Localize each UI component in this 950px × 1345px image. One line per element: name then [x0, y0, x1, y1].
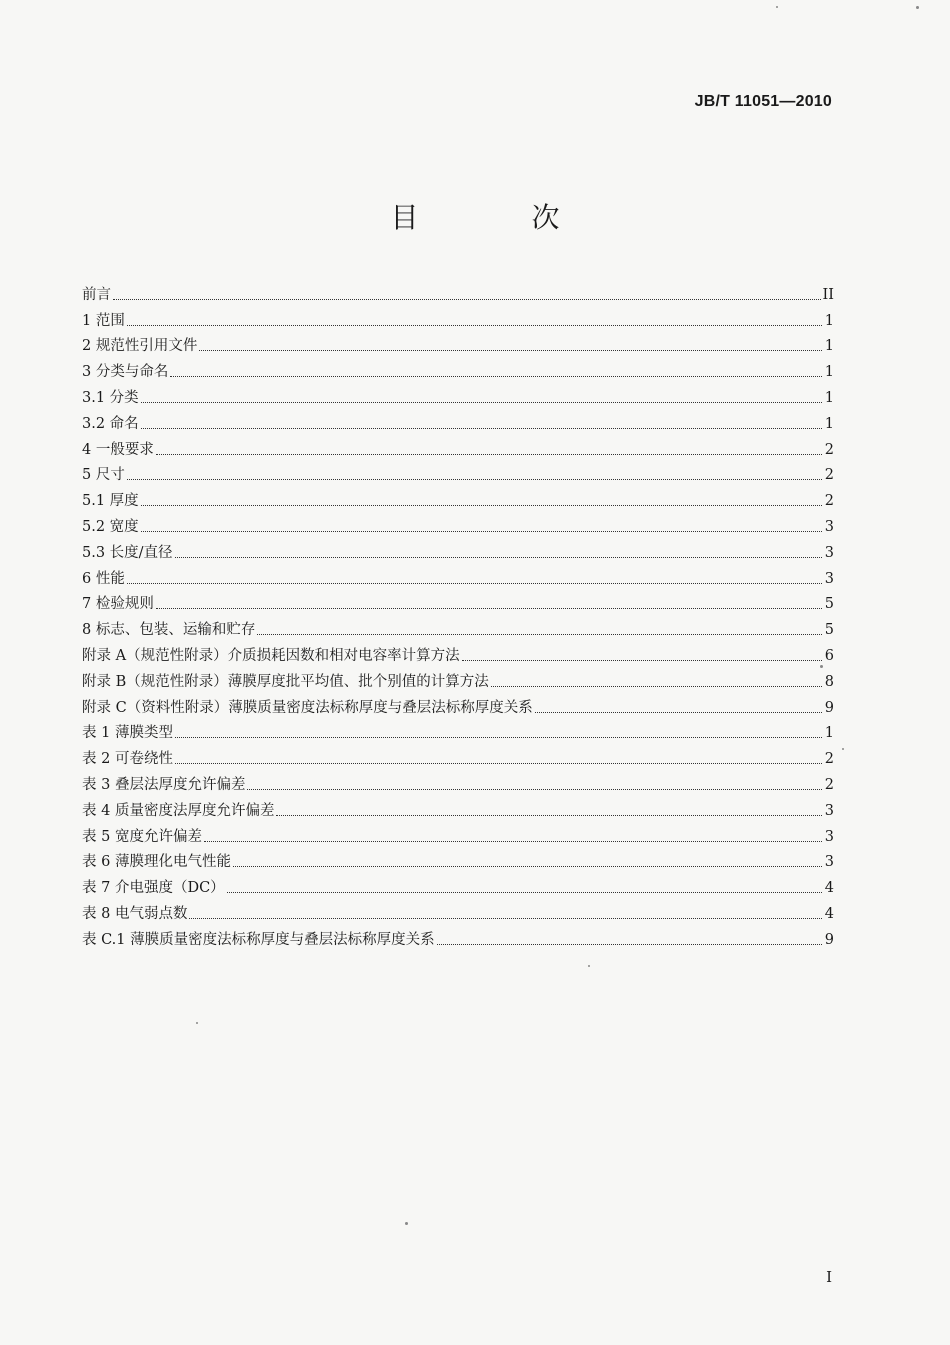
toc-leader — [199, 350, 822, 351]
toc-entry-page: 9 — [824, 699, 834, 716]
toc-entry-label: 附录 C（资料性附录）薄膜质量密度法标称厚度与叠层法标称厚度关系 — [82, 699, 533, 716]
toc-entry-label: 表 2 可卷绕性 — [82, 751, 173, 768]
toc-entry-5-3[interactable] — [82, 536, 834, 562]
scan-speck — [405, 1222, 408, 1225]
toc-entry-page: 2 — [824, 751, 834, 768]
toc-entry-label: 6 性能 — [82, 570, 125, 587]
toc-entry-foreword[interactable] — [82, 278, 834, 304]
toc-entry-page: 3 — [824, 802, 834, 819]
toc-entry-3-2[interactable] — [82, 407, 834, 433]
toc-entry-inspection-rules[interactable] — [82, 588, 834, 614]
toc-entry-page: II — [822, 286, 834, 303]
toc-entry-label: 1 范围 — [82, 312, 125, 329]
toc-entry-page: 2 — [824, 467, 834, 484]
toc-leader — [189, 918, 822, 919]
toc-entry-page: 4 — [824, 905, 834, 922]
toc-leader — [141, 505, 822, 506]
toc-leader — [141, 428, 822, 429]
toc-entry-page: 3 — [824, 854, 834, 871]
toc-leader — [175, 557, 822, 558]
toc-leader — [141, 402, 822, 403]
toc-leader — [462, 660, 822, 661]
toc-entry-page: 2 — [824, 776, 834, 793]
toc-entry-label: 4 一般要求 — [82, 441, 154, 458]
toc-leader — [113, 299, 821, 300]
toc-entry-page: 2 — [824, 441, 834, 458]
toc-leader — [247, 789, 822, 790]
toc-leader — [227, 892, 822, 893]
scan-speck — [776, 6, 778, 8]
toc-entry-page: 3 — [824, 518, 834, 535]
toc-entry-label: 3 分类与命名 — [82, 364, 169, 381]
toc-entry-page: 5 — [824, 622, 834, 639]
toc-entry-label: 7 检验规则 — [82, 596, 154, 613]
toc-leader — [257, 634, 822, 635]
toc-entry-page: 3 — [824, 544, 834, 561]
toc-entry-annex-a[interactable] — [82, 639, 834, 665]
toc-entry-label: 前言 — [82, 286, 111, 303]
toc-entry-page: 5 — [824, 596, 834, 613]
toc-entry-label: 表 1 薄膜类型 — [82, 725, 173, 742]
toc-entry-table-8[interactable] — [82, 897, 834, 923]
toc-entry-table-7[interactable] — [82, 871, 834, 897]
toc-entry-label: 5.2 宽度 — [82, 518, 139, 535]
toc-entry-page: 1 — [824, 725, 834, 742]
toc-leader — [276, 815, 822, 816]
toc-entry-annex-c[interactable] — [82, 691, 834, 717]
toc-entry-table-6[interactable] — [82, 846, 834, 872]
toc-leader — [127, 583, 822, 584]
toc-leader — [437, 944, 822, 945]
toc-leader — [156, 608, 822, 609]
toc-entry-page: 2 — [824, 493, 834, 510]
toc-leader — [535, 712, 822, 713]
toc-entry-label: 表 8 电气弱点数 — [82, 905, 188, 922]
toc-entry-label: 表 3 叠层法厚度允许偏差 — [82, 776, 246, 793]
toc-entry-table-4[interactable] — [82, 794, 834, 820]
toc-entry-page: 9 — [824, 931, 834, 948]
toc-entry-page: 1 — [824, 389, 834, 406]
toc-entry-table-1[interactable] — [82, 717, 834, 743]
toc-entry-page: 1 — [824, 415, 834, 432]
toc-entry-5-1[interactable] — [82, 484, 834, 510]
toc-entry-table-2[interactable] — [82, 742, 834, 768]
toc-entry-dimensions[interactable] — [82, 459, 834, 485]
toc-entry-label: 8 标志、包装、运输和贮存 — [82, 622, 256, 639]
toc-entry-normative-references[interactable] — [82, 330, 834, 356]
toc-entry-page: 3 — [824, 570, 834, 587]
toc-leader — [127, 325, 822, 326]
toc-leader — [204, 841, 822, 842]
toc-entry-label: 附录 B（规范性附录）薄膜厚度批平均值、批个别值的计算方法 — [82, 673, 489, 690]
toc-entry-label: 表 4 质量密度法厚度允许偏差 — [82, 802, 275, 819]
toc-entry-general-requirements[interactable] — [82, 433, 834, 459]
toc-entry-page: 1 — [824, 312, 834, 329]
scan-speck — [820, 665, 823, 668]
scan-speck — [588, 965, 590, 967]
toc-entry-label: 3.2 命名 — [82, 415, 139, 432]
toc-entry-page: 6 — [824, 647, 834, 664]
toc-leader — [156, 454, 822, 455]
toc-leader — [175, 763, 822, 764]
toc-entry-table-5[interactable] — [82, 820, 834, 846]
page-title: 目 次 — [390, 201, 612, 234]
toc-entry-5-2[interactable] — [82, 510, 834, 536]
toc-entry-page: 3 — [824, 828, 834, 845]
toc-leader — [170, 376, 822, 377]
scan-speck — [196, 1022, 198, 1024]
toc-entry-label: 表 5 宽度允许偏差 — [82, 828, 202, 845]
toc-entry-table-c1[interactable] — [82, 923, 834, 949]
toc-entry-label: 表 C.1 薄膜质量密度法标称厚度与叠层法标称厚度关系 — [82, 931, 435, 948]
toc-entry-label: 5.1 厚度 — [82, 493, 139, 510]
table-of-contents — [82, 278, 834, 949]
scan-speck — [916, 6, 919, 9]
toc-leader — [491, 686, 822, 687]
toc-entry-annex-b[interactable] — [82, 665, 834, 691]
toc-entry-classification[interactable] — [82, 355, 834, 381]
toc-entry-label: 5 尺寸 — [82, 467, 125, 484]
toc-entry-table-3[interactable] — [82, 768, 834, 794]
toc-entry-label: 2 规范性引用文件 — [82, 338, 198, 355]
toc-entry-3-1[interactable] — [82, 381, 834, 407]
toc-entry-marking-packing[interactable] — [82, 613, 834, 639]
page-number: I — [826, 1268, 832, 1286]
toc-entry-page: 1 — [824, 364, 834, 381]
toc-entry-label: 附录 A（规范性附录）介质损耗因数和相对电容率计算方法 — [82, 647, 460, 664]
toc-entry-label: 5.3 长度/直径 — [82, 544, 173, 561]
toc-entry-scope[interactable] — [82, 304, 834, 330]
toc-entry-page: 8 — [824, 673, 834, 690]
toc-leader — [127, 479, 822, 480]
toc-entry-label: 3.1 分类 — [82, 389, 139, 406]
toc-entry-page: 1 — [824, 338, 834, 355]
toc-entry-page: 4 — [824, 880, 834, 897]
document-code: JB/T 11051—2010 — [694, 93, 832, 110]
toc-leader — [175, 737, 822, 738]
toc-leader — [233, 866, 822, 867]
toc-entry-label: 表 7 介电强度（DC） — [82, 880, 225, 897]
scan-speck — [842, 748, 844, 750]
toc-leader — [141, 531, 822, 532]
toc-entry-performance[interactable] — [82, 562, 834, 588]
toc-entry-label: 表 6 薄膜理化电气性能 — [82, 854, 231, 871]
